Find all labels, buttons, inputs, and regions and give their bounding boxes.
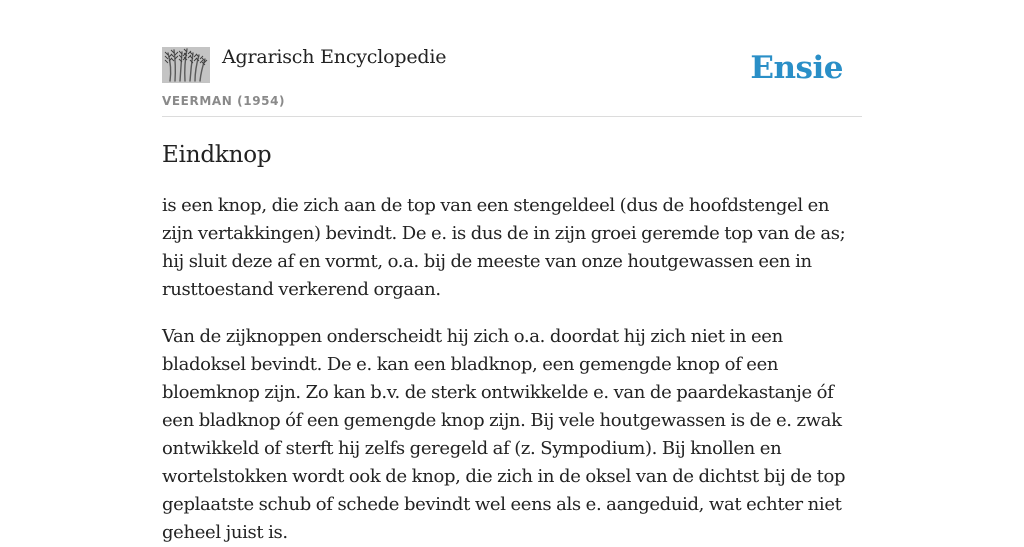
source-header xyxy=(162,44,862,117)
source-title[interactable]: Agrarisch Encyclopedie xyxy=(222,46,447,68)
wheat-ears-icon[interactable] xyxy=(162,47,210,83)
article-title: Eindknop xyxy=(162,142,272,168)
article-paragraph: is een knop, die zich aan de top van een stengeldeel (dus de hoofdstengel en zijn vertakkingen) bevindt. De e. is dus de in zijn groei geremde top van de as; hij sluit deze af en vormt, o.a. bij de meeste van onze houtgewassen een in rusttoestand verkerend orgaan. xyxy=(162,195,846,300)
article-paragraph: Van de zijknoppen onderscheidt hij zich o.a. doordat hij zich niet in een bladoksel bevindt. De e. kan een bladknop, een gemengde knop of een bloemknop zijn. Zo kan b.v. de sterk ontwikkelde e. van de paardekastanje óf een bladknop óf een gemengde knop zijn. Bij vele houtgewassen is de e. zwak ontwikkeld of sterft hij zelfs geregeld af (z. Sympodium). Bij knollen en wortelstokken wordt ook de knop, die zich in de oksel van de dichtst bij de top geplaatste schub of schede bevindt wel eens als e. aangeduid, wat echter niet geheel juist is. xyxy=(162,326,846,543)
source-author: VEERMAN (1954) xyxy=(162,94,286,108)
article xyxy=(162,138,862,547)
ensie-logo[interactable]: Ensie xyxy=(750,50,843,86)
